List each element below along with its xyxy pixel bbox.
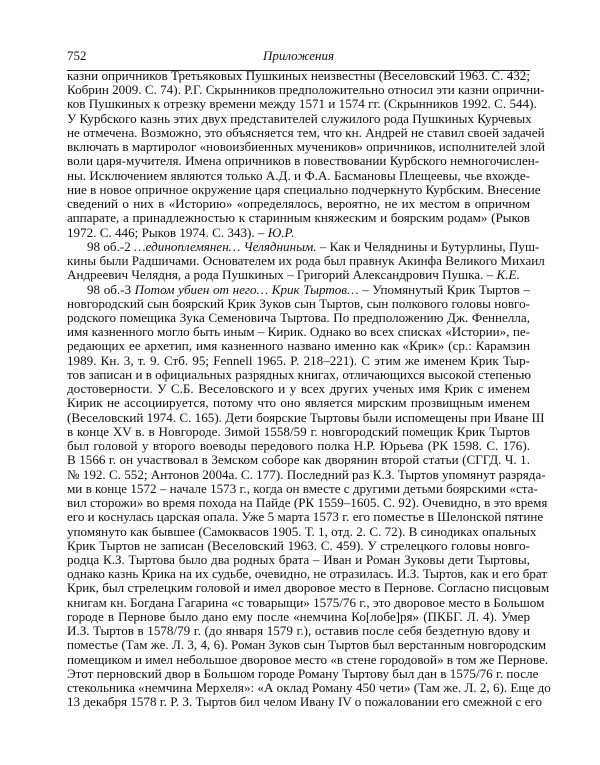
text-segment: тов записан и в официальных разрядных книгах, отличающихся высокой степенью (67, 366, 531, 382)
text-segment: Этот перновский двор в Большом городе Роману Тыртову был дан в 1575/76 г. после (67, 665, 539, 681)
text-segment: 98 об.-2 (87, 238, 135, 254)
text-segment: новгородский сын боярский Крик Зуков сын Тыртов, сын полкового головы новго- (67, 295, 530, 311)
italic-text: Ю.Р. (267, 224, 295, 240)
text-line (67, 112, 530, 126)
text-segment: воли царя-мучителя. Имена опричников в повествовании Курбского немногочислен- (67, 153, 540, 169)
text-line (67, 268, 530, 282)
text-line (67, 325, 530, 339)
text-line (67, 610, 530, 624)
text-segment: не отмечена. Возможно, это объясняется тем, что кн. Андрей не ставил своей задачей (67, 124, 545, 140)
text-segment: однако казнь Крика на их судьбе, очевидно, не отразилась. И.З. Тыртов, как и его брат (67, 566, 548, 582)
text-line (67, 665, 539, 681)
text-segment: В 1566 г. он участвовал в Земском соборе как дворянин второй статьи (СГГД. Ч. 1. (67, 452, 530, 468)
text-line (67, 651, 549, 667)
text-line (67, 580, 550, 596)
text-segment: Крик, был стрелецким головой и имел дворовое место в Пернове. Согласно писцовым (67, 580, 550, 596)
text-line (67, 539, 530, 553)
text-segment: редающих ее архетип, имя казненного названо именно как «Крик» (ср.: Карамзин (67, 338, 530, 354)
running-title: Приложения (262, 48, 335, 63)
text-line (67, 153, 540, 169)
text-line (67, 124, 545, 140)
text-segment: городе в Пернове было дано ему после «немчина Ко[лобе]ря» (ПКБГ. Л. 4). Умер (67, 608, 530, 624)
text-segment: ков Пушкиных к отрезку времени между 1571 и 1574 гг. (Скрынников 1992. С. 544). (67, 96, 537, 112)
text-line (67, 637, 547, 653)
text-segment: казни опричников Третьяковых Пушкиных неизвестны (Веселовский 1963. С. 432; (67, 68, 530, 83)
text-segment: 1972. С. 446; Рыков 1974. С. 343). – (67, 224, 268, 240)
text-segment: 1989. Кн. 3, т. 9. Стб. 95; Fennell 1965. P. 218–221). С этим же именем Крик Тыр- (67, 352, 530, 368)
text-line (67, 680, 551, 696)
text-line (67, 82, 545, 98)
text-segment: Кирик не ассоциируется, потому что оно является мирским прозвищным именем (67, 395, 530, 411)
text-line (67, 181, 541, 197)
italic-text: …единоплемянен… Челядниным. (134, 238, 317, 254)
text-segment: – Как и Челяднины и Бутурлины, Пуш- (316, 238, 540, 254)
text-line (67, 368, 530, 382)
text-line (67, 439, 530, 453)
page-header (67, 48, 530, 68)
text-line (67, 523, 537, 539)
text-line (67, 553, 530, 567)
text-segment: И.З. Тыртов в 1578/79 г. (до января 1579 г.), оставив после себя бездетную вдову и (67, 623, 530, 639)
text-segment: Андреевич Челядня, а рода Пушкиных – Григорий Александрович Пушка. – (67, 267, 497, 283)
text-line (67, 566, 548, 582)
text-line (67, 226, 530, 240)
italic-text: К.Е. (496, 267, 520, 283)
text-line (67, 297, 530, 311)
text-segment: был головой у второго воеводы передового полка Н.Р. Юрьева (РК 1598. С. 176). (67, 438, 530, 454)
text-line (67, 197, 530, 211)
text-segment: его и коснулась царская опала. Уже 5 марта 1573 г. его поместье в Шелонской пятине (67, 509, 544, 525)
text-segment: вил сторожи» во время похода на Пайде (РК 1559–1605. С. 92). Очевидно, в это время (67, 495, 548, 511)
text-line (67, 480, 538, 496)
text-segment: 98 об.-3 (87, 281, 135, 297)
text-segment: стекольника «немчина Мерхеля»: «А оклад Роману 450 чети» (Там же. Л. 2, 6). Еще до (67, 680, 551, 696)
italic-text: Потом убиен от него… Крик Тыртов… (134, 281, 359, 297)
text-segment: № 192. С. 552; Антонов 2004а. С. 177). Последний раз К.З. Тыртов упомянут разряда- (67, 466, 546, 482)
text-segment: Кобрин 2009. С. 74). Р.Г. Скрынников предположительно относил эти казни опрични- (67, 82, 545, 98)
text-line (67, 466, 546, 482)
text-segment: родского помещика Зука Семеновича Тыртова. По предположению Дж. Феннелла, (67, 309, 530, 325)
text-line (67, 453, 530, 467)
text-segment: родца К.З. Тыртова было два родных брата – Иван и Роман Зуковы дети Тыртовы, (67, 551, 530, 567)
text-line (67, 211, 530, 225)
body-text (67, 68, 551, 710)
text-segment: в конце XV в. в Новгороде. Зимой 1558/59 г. новгородский помещик Крик Тыртов (67, 423, 530, 439)
text-segment: имя казненного могло быть иным – Кирик. Однако во всех списках «Истории», пе- (67, 324, 530, 340)
text-line (67, 694, 542, 710)
text-line (67, 409, 545, 425)
text-line (67, 624, 530, 638)
text-segment: достоверности. У С.Б. Веселовского и у всех других ученых имя Крик с именем (67, 381, 530, 397)
text-line (67, 382, 530, 396)
text-segment: – Упомянутый Крик Тыртов – (358, 281, 530, 297)
text-segment: книгам кн. Богдана Гагарина «с товарыщи» 1575/76 г., это дворовое место в Большом (67, 594, 545, 610)
text-line (67, 425, 530, 439)
text-segment: У Курбского казнь этих двух представителей служилого рода Пушкиных Курчевых (67, 110, 532, 126)
page-number: 752 (67, 48, 87, 63)
text-segment: Крик Тыртов не записан (Веселовский 1963. С. 459). У стрелецкого головы новго- (67, 537, 530, 553)
text-segment: ние в новое опричное окружение царя специально подчеркнуто Курбским. Внесение (67, 181, 541, 197)
text-line (67, 139, 545, 155)
text-line (67, 396, 530, 410)
text-segment: упомянуто как бывшее (Самоквасов 1905. Т. 1, отд. 2. С. 72). В синодиках опальных (67, 523, 537, 539)
text-line (67, 311, 530, 325)
text-segment: ми в конце 1572 – начале 1573 г., когда он вместе с другими детьми боярскими «ста- (67, 480, 538, 496)
text-line (67, 339, 530, 353)
text-line (67, 354, 530, 368)
text-line (67, 495, 548, 511)
text-line (67, 169, 530, 183)
text-segment: 13 декабря 1578 г. Р. З. Тыртов бил челом Ивану IV о пожаловании его смежной с его (67, 694, 542, 710)
text-line (67, 96, 537, 112)
text-segment: кины были Радшичами. Основателем их рода был правнук Акинфа Великого Михаил (67, 253, 545, 269)
text-line (67, 509, 544, 525)
text-line (67, 253, 545, 269)
text-line (67, 69, 530, 83)
text-segment: сведений о них в «Историю» «определялось, вероятно, не их местом в опричном (67, 196, 530, 212)
text-line (67, 283, 530, 297)
text-line (67, 238, 540, 254)
text-segment: помещиком и имел небольшое дворовое место «в стене городовой» в том же Пернове. (67, 651, 549, 667)
text-segment: (Веселовский 1974. С. 165). Дети боярские Тыртовы были испомещены при Иване III (67, 409, 545, 425)
text-line (67, 594, 545, 610)
text-segment: включать в мартиролог «новоизбиенных мучеников» опричников, исполнителей злой (67, 139, 545, 155)
text-segment: аппарате, а принадлежностью к старинным княжеским и боярским родам» (Рыков (67, 210, 530, 226)
text-segment: поместье (Там же. Л. 3, 4, 6). Роман Зуков сын Тыртов был верстанным новгородским (67, 637, 547, 653)
text-segment: ны. Исключением являются только А.Д. и Ф.А. Басмановы Плещеевы, чье вхожде- (67, 167, 530, 183)
